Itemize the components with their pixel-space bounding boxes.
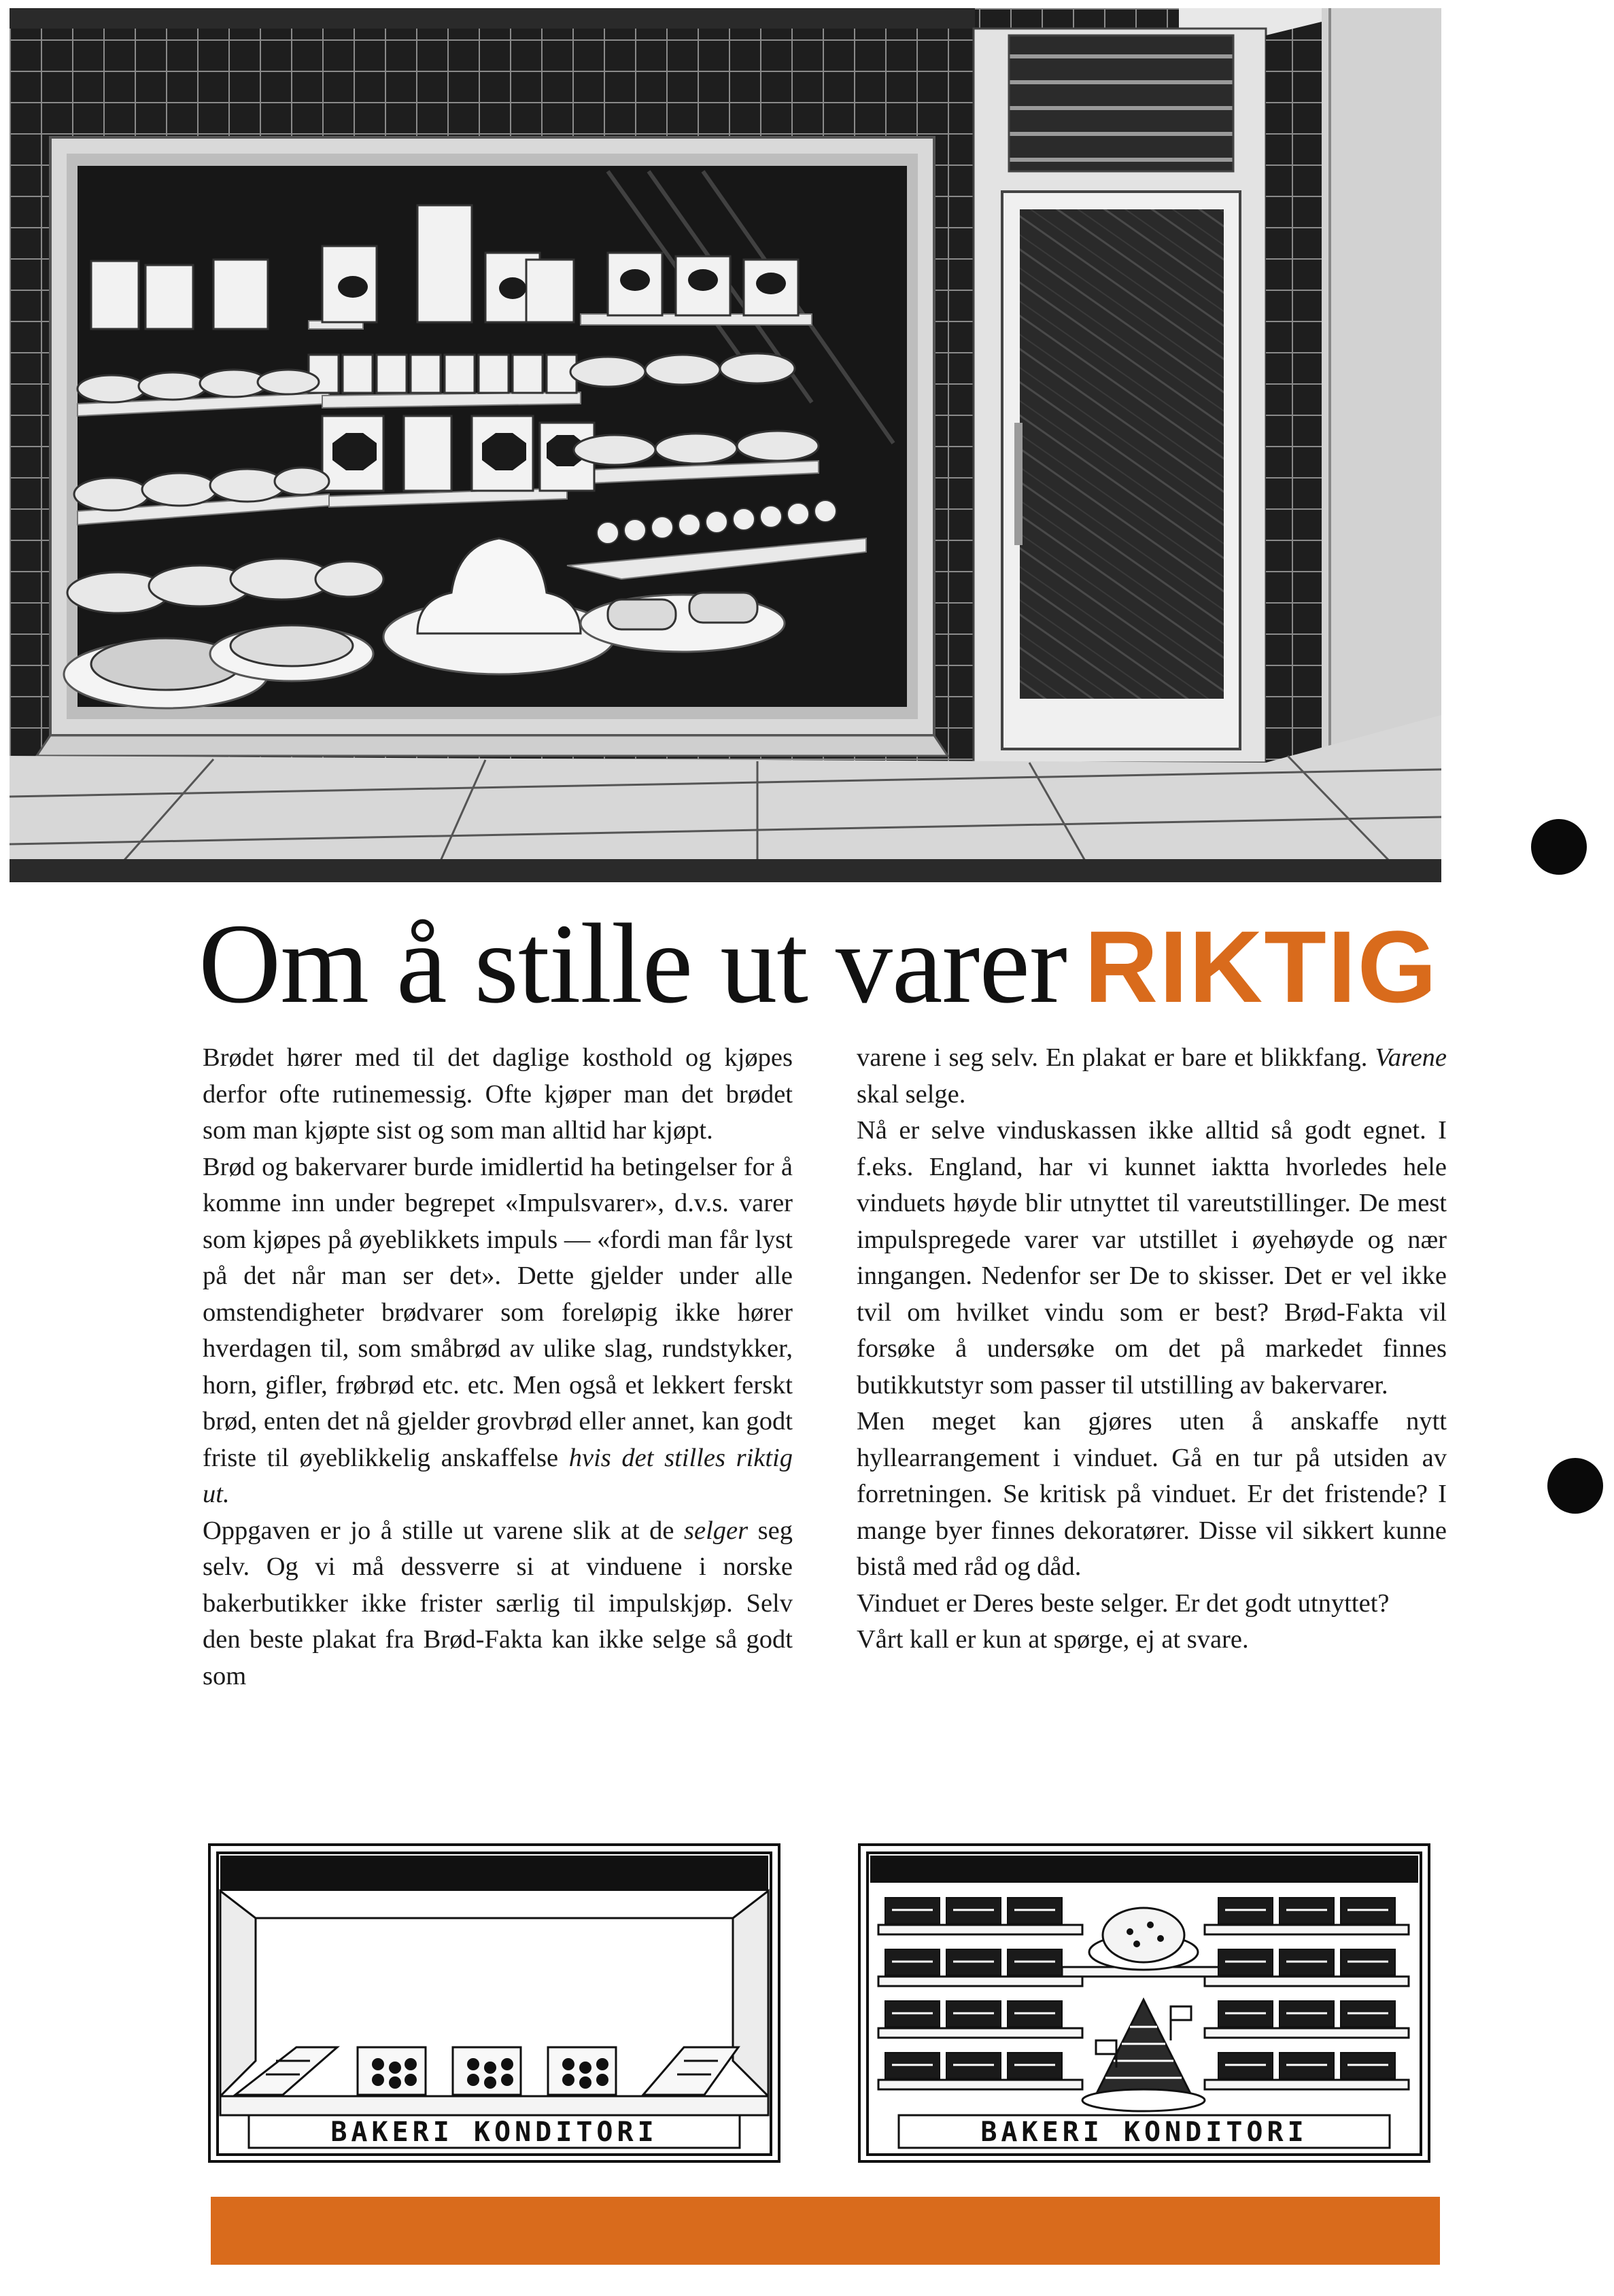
headline-text: Om å stille ut varer: [199, 901, 1067, 1027]
article-column-right: [857, 1040, 1447, 1658]
article-emphasis: selger: [684, 1516, 749, 1545]
article-text: Brødet hører med til det daglige kosthold og kjøpes derfor ofte rutinemessig. Ofte kjøper man det brødet som man kjøpte sist og som man alltid har kjøpt.: [203, 1043, 793, 1145]
article-paragraph: [857, 1622, 1447, 1658]
article-paragraph: [203, 1040, 793, 1149]
article-text: Vårt kall er kun at spørge, ej at svare.: [857, 1625, 1249, 1654]
punch-hole-bottom: [1547, 1458, 1603, 1514]
article-paragraph: [857, 1113, 1447, 1404]
headline: [199, 896, 1449, 1032]
article-text: varene i seg selv. En plakat er bare et blikkfang.: [857, 1043, 1375, 1072]
article-text: seg selv. Og vi må dessverre si at vinduene i norske bakerbutikker ikke frister særlig til impulskjøp. Selv den beste plakat fra Brød-Fakta kan ikke selge så godt som: [203, 1516, 793, 1690]
shop-sign-left: BAKERI KONDITORI: [330, 2117, 658, 2148]
article-paragraph: [203, 1149, 793, 1513]
punch-hole-top: [1531, 819, 1587, 875]
shop-sign-right: BAKERI KONDITORI: [980, 2117, 1308, 2148]
article-text: skal selge.: [857, 1079, 966, 1109]
sparse-bakery-window-sketch: [208, 1843, 780, 2163]
article-text: Vinduet er Deres beste selger. Er det godt utnyttet?: [857, 1588, 1390, 1618]
article-text: Oppgaven er jo å stille ut varene slik at de: [203, 1516, 685, 1545]
article-text: Brød og bakervarer burde imidlertid ha betingelser for å komme inn under begrepet «Impulsvarer», d.v.s. varer som kjøpes på øyeblikkets impuls — «fordi man får lyst på det når man ser det». Dette gjelder under alle omstendigheter brødvarer som foreløpig ikke hører hverdagen til, som småbrød av ulike slag, rundstykker, horn, gifler, frøbrød etc. etc. Men også et lekkert ferskt brød, enten det nå gjelder grovbrød eller annet, kan godt friste til øyeblikkelig anskaffelse: [203, 1152, 793, 1472]
bakery-shopfront-illustration: [10, 8, 1441, 882]
article-column-left: [203, 1040, 793, 1694]
headline-accent: RIKTIG: [1084, 909, 1439, 1024]
article-paragraph: [857, 1586, 1447, 1622]
article-text: Men meget kan gjøres uten å anskaffe nytt hyllearrangement i vinduet. Gå en tur på utsiden av forretningen. Se kritisk på vinduet. Er det fristende? I mange byer finnes dekoratører. Disse vil sikkert kunne bistå med råd og dåd.: [857, 1407, 1447, 1581]
article-emphasis: hvis det stilles riktig ut.: [203, 1443, 793, 1508]
article-text: Nå er selve vinduskassen ikke alltid så godt egnet. I f.eks. England, har vi kunnet iaktta hvorledes hele vinduets høyde blir utnyttet til vareutstillinger. De mest impulspregede varer var utstillet i øyehøyde og nær inngangen. Nedenfor ser De to skisser. Det er vel ikke tvil om hvilket vindu som er best? Brød-Fakta vil forsøke å undersøke om det på markedet finnes butikkutstyr som passer til utstilling av bakervarer.: [857, 1116, 1447, 1399]
article-emphasis: Varene: [1375, 1043, 1447, 1072]
article-paragraph: [857, 1040, 1447, 1113]
article-paragraph: [857, 1404, 1447, 1586]
accent-bar: [211, 2197, 1440, 2265]
full-bakery-window-sketch: [858, 1843, 1430, 2163]
article-paragraph: [203, 1513, 793, 1695]
